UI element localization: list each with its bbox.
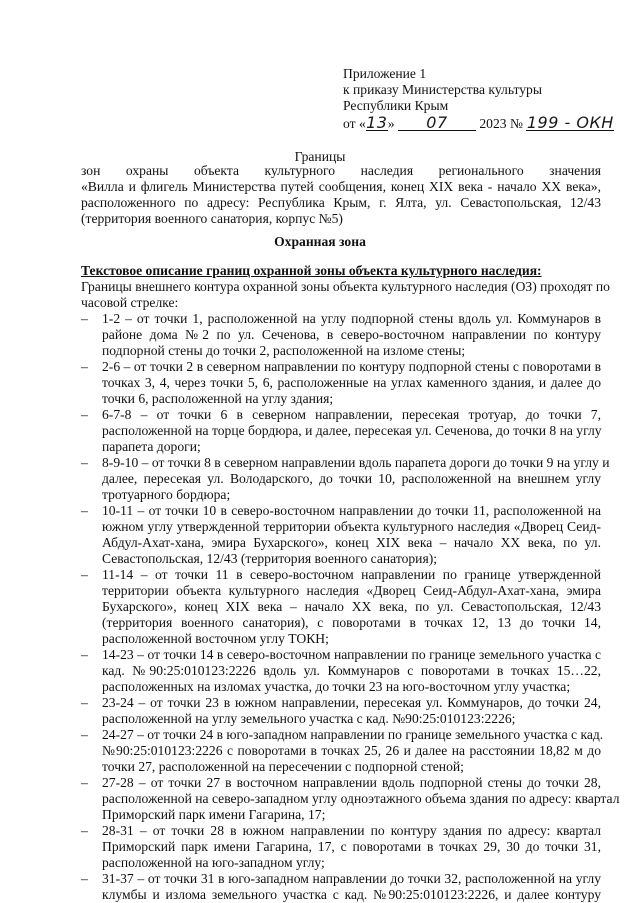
segment-line: 24-27 – от точки 24 в юго-западном направлении по границе земельного участка с кад.: [102, 727, 604, 742]
boundary-segment-item: [81, 823, 601, 871]
segment-line: №90:25:010123:2226 с поворотами в точках 25, 26 и далее на расстоянии 18,82 м до: [102, 743, 601, 758]
list-dash: –: [81, 871, 88, 886]
boundary-segment-item: [81, 311, 601, 359]
segment-line: точках 3, 4, через точки 5, 6, расположенные на углах каменного здания, и далее до: [102, 375, 601, 390]
segment-line: районе дома №2 по ул. Сеченова, в северо-восточном направлении по контуру: [102, 327, 601, 342]
boundary-segment-item: [81, 567, 601, 647]
list-dash: –: [81, 503, 88, 518]
segment-line: клумбы и излома земельного участка с кад. №90:25:010123:2226, и далее контуру: [102, 887, 601, 902]
segment-line: 6-7-8 – от точки 6 в северном направлении, пересекая тротуар, до точки 7,: [102, 407, 601, 422]
year-number-label: 2023 №: [479, 116, 523, 131]
segment-line: 27-28 – от точки 27 в восточном направлении вдоль подпорной стены до точки 28,: [102, 775, 601, 790]
order-authority: Республики Крым: [343, 98, 449, 113]
date-prefix: от «: [343, 116, 366, 131]
boundary-segment-item: [81, 727, 604, 775]
segment-line: парапета дороги;: [102, 439, 201, 454]
order-date-number: [343, 113, 623, 134]
boundary-segment-item: [81, 407, 601, 455]
segment-line: расположенной на юго-западном углу;: [102, 855, 325, 870]
handwritten-month: 07: [398, 116, 476, 131]
boundary-segment-item: [81, 871, 601, 903]
appendix-header: [343, 66, 623, 134]
boundary-segment-item: [81, 455, 610, 503]
boundary-segment-item: [81, 775, 620, 823]
segment-line: кад. №90:25:010123:2226 вдоль ул. Коммунаров с поворотами в точках 15…22,: [102, 663, 601, 678]
handwritten-order-number: 199 - ОКН: [526, 113, 614, 132]
order-reference: к приказу Министерства культуры: [343, 82, 542, 97]
segment-line: Приморский парк имени Гагарина, 17;: [102, 807, 326, 822]
list-dash: –: [81, 695, 88, 710]
segment-line: подпорной стены до точки 2, расположенной на изломе стены;: [102, 343, 466, 358]
segment-line: расположенной на северо-западном углу одноэтажного объема здания по адресу: квартал: [102, 791, 620, 806]
segment-line: Бухарского», конец XIX века – начало XX века, по ул. Севастопольская, 12/43: [102, 599, 601, 614]
appendix-label: Приложение 1: [343, 66, 427, 81]
segment-line: 2-6 – от точки 2 в северном направлении по контуру подпорной стены с поворотами в: [102, 359, 601, 374]
segment-line: расположенной восточном углу ТОКН;: [102, 631, 329, 646]
segment-line: Абдул-Ахат-хана, эмира Бухарского», конец XIX века – начало XX века, по ул.: [102, 535, 601, 550]
segment-line: 28-31 – от точки 28 в южном направлении по контуру здания по адресу: квартал: [102, 823, 601, 838]
boundary-segment-item: [81, 359, 601, 407]
intro-line: Границы внешнего контура охранной зоны объекта культурного наследия (ОЗ) проходят по: [81, 279, 610, 294]
boundary-description: [81, 263, 620, 903]
list-dash: –: [81, 823, 88, 838]
segment-line: 23-24 – от точки 23 в южном направлении, пересекая ул. Коммунаров, до точки 24,: [102, 695, 601, 710]
boundary-segment-item: [81, 647, 601, 695]
date-close-quote: »: [387, 116, 395, 131]
segment-line: южном углу утвержденной территории объекта культурного наследия «Дворец Сеид-: [102, 519, 601, 534]
segment-line: расположенных на изломах участка, до точки 23 на юго-восточном углу участка;: [102, 679, 571, 694]
segment-line: 14-23 – от точки 14 в северо-восточном направлении по границе земельного участка с: [102, 647, 601, 662]
document-subject: [81, 163, 601, 227]
subject-line: «Вилла и флигель Министерства путей сообщения, конец XIX века - начало XX века»,: [81, 179, 601, 194]
segment-line: 10-11 – от точки 10 в северо-восточном направлении до точки 11, расположенной на: [102, 503, 601, 518]
intro-paragraph: [81, 279, 610, 311]
intro-line: часовой стрелке:: [81, 295, 179, 310]
list-dash: –: [81, 359, 88, 374]
list-dash: –: [81, 727, 88, 742]
list-dash: –: [81, 775, 88, 790]
segment-line: (территория военного санатория), с поворотами в точках 12, 13 до точки 14,: [102, 615, 601, 630]
zone-title: Охранная зона: [274, 234, 366, 249]
segment-line: точки 6, расположенной на углу здания;: [102, 391, 334, 406]
document-title: Границы: [294, 149, 346, 164]
subject-line: расположенного по адресу: Республика Крым, г. Ялта, ул. Севастопольская, 12/43: [81, 195, 601, 210]
subject-line: (территория военного санатория, корпус №5): [81, 211, 343, 226]
list-dash: –: [81, 311, 88, 326]
list-dash: –: [81, 455, 88, 470]
subject-line: зон охраны объекта культурного наследия регионального значения: [81, 163, 601, 178]
boundary-segment-item: [81, 695, 601, 727]
section-heading: Текстовое описание границ охранной зоны объекта культурного наследия:: [81, 263, 542, 278]
segment-line: Приморский парк имени Гагарина, 17, с поворотами в точках 29, 30 до точки 31,: [102, 839, 601, 854]
segment-line: тротуарного бордюра;: [102, 487, 231, 502]
boundary-segment-item: [81, 503, 601, 567]
boundary-segment-list: [81, 311, 620, 903]
handwritten-day: 13: [366, 113, 388, 132]
segment-line: 31-37 – от точки 31 в юго-западном направлении до точки 32, расположенной на углу: [102, 871, 601, 886]
segment-line: далее, пересекая ул. Володарского, до точки 10, расположенной на внешнем углу: [102, 471, 601, 486]
segment-line: расположенной на углу земельного участка с кад. №90:25:010123:2226;: [102, 711, 516, 726]
segment-line: расположенной на торце бордюра, и далее, пересекая ул. Сеченова, до точки 8 на углу: [102, 423, 602, 438]
segment-line: Севастопольская, 12/43 (территория военного санатория);: [102, 551, 438, 566]
segment-line: 1-2 – от точки 1, расположенной на углу подпорной стены вдоль ул. Коммунаров в: [102, 311, 601, 326]
segment-line: 11-14 – от точки 11 в северо-восточном направлении по границе утвержденной: [102, 567, 601, 582]
list-dash: –: [81, 567, 88, 582]
list-dash: –: [81, 647, 88, 662]
segment-line: территории объекта культурного наследия «Дворец Сеид-Абдул-Ахат-хана, эмира: [102, 583, 601, 598]
segment-line: точки 27, расположенной на пересечении с подпорной стеной;: [102, 759, 464, 774]
list-dash: –: [81, 407, 88, 422]
segment-line: 8-9-10 – от точки 8 в северном направлении вдоль парапета дороги до точки 9 на углу и: [102, 455, 610, 470]
